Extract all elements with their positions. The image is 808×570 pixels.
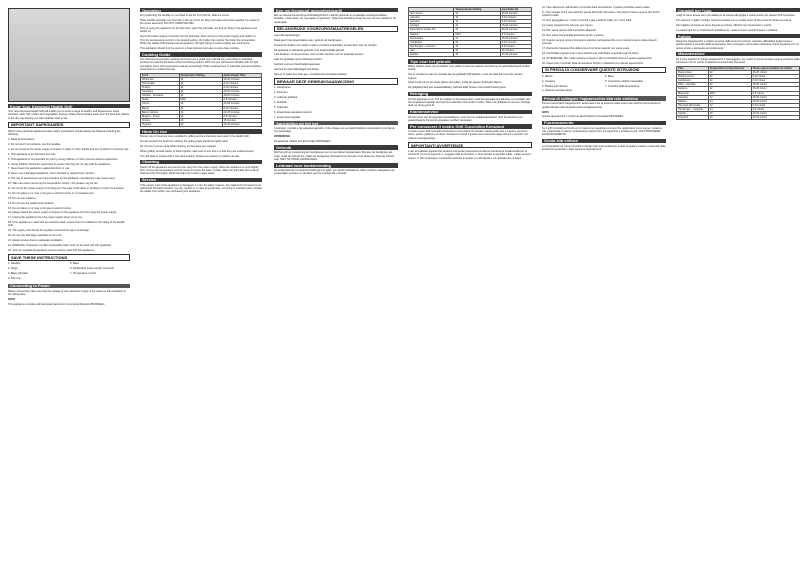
- parts-left: [8, 262, 68, 282]
- table-cell: 15 minuten: [500, 48, 531, 52]
- table-cell: 15-20 minuti: [751, 95, 799, 99]
- table-cell: 15-20 minutes: [222, 102, 261, 106]
- list-item: 3. Do not immerse the power supply connector in water or other liquids and do not allow it to become wet.: [8, 147, 130, 151]
- paragraph: Prior to using the appliance for the first time, wash the grill plate, dry and oil. Plug in the appliance and switch on.: [140, 27, 257, 34]
- part-item: 2. Hinge: [8, 267, 18, 271]
- list-item: Dit apparaat is uitsluitend geschikt voor huishoudelijk gebruik.: [274, 48, 345, 52]
- list-item: 13. Usare l'apparecchio solo per uso interno.: [542, 23, 594, 27]
- table-cell: 12: [708, 103, 751, 107]
- table-cell: Salame: [677, 99, 709, 103]
- table-cell: 18-20 minutes: [222, 94, 261, 98]
- dutch-guide-header: Leidraad voor kookbereiding: [274, 163, 398, 167]
- table-cell: 18-20 minuten: [500, 28, 531, 32]
- table-header-cell: Cibo: [677, 67, 709, 71]
- table-cell: 10-15 minutes: [222, 122, 261, 126]
- italian-connect-header: Prima di collegare l'apparecchio alla rete elettrica: [542, 96, 666, 100]
- table-cell: Prawns: [141, 86, 180, 90]
- table-cell: 6-10 minutes: [222, 106, 261, 110]
- table-cell: Pesce intero: [677, 71, 709, 75]
- part-item: 1. Manici: [542, 74, 553, 78]
- table-cell: 10-15 minuti: [751, 116, 799, 120]
- list-item: Raak geen hete oppervlakken aan, gebruik de handgrepen.: [274, 38, 343, 42]
- table-cell: 12: [454, 24, 500, 28]
- table-cell: 12: [179, 90, 222, 94]
- table-cell: 12: [708, 95, 751, 99]
- table-cell: 14: [179, 114, 222, 118]
- safeguards-list: [8, 138, 130, 252]
- part-item: 3. onderste grillplaat: [274, 96, 298, 100]
- part-item: 2. scharnier: [274, 91, 288, 95]
- list-item: 14. Non usare questo Grill Cucciolino all'aperto.: [542, 28, 597, 32]
- table-cell: 6-10 minutes: [222, 86, 261, 90]
- paragraph: Non tagliare né forare la carne durante la cottura, affinché non fuoriescano i succhi.: [676, 23, 772, 27]
- table-cell: Pollo - cosciotte: [677, 83, 709, 87]
- list-item: 15. Do not place on or near a hot gas or electric burner.: [8, 206, 72, 210]
- list-item: 9. The use of accessories not recommended by the appliance manufacturer may cause injury.: [8, 177, 116, 181]
- italian-parts-right: [605, 75, 666, 90]
- list-item: Laat het apparaat nooit onbeheerd achter.: [274, 58, 323, 62]
- table-cell: Bacon: [141, 106, 180, 110]
- paragraph: Insert the power supply connector into the grill plate. Now connect to the power supply and switch on. Turn the temperature control to the desired setting; the higher the number the hotter the temperature. When the Health Grill reaches the temperature, the light will go out and cooking can commence.: [140, 35, 257, 45]
- table-cell: Sausages: [141, 90, 180, 94]
- table-header-cell: Tempo approssimativo di cottura: [751, 67, 799, 71]
- paragraph: Per ottenere i migliori risultati, ricopra la piastra con un sottile strato di olio prima di iniziare la cottura.: [676, 18, 792, 22]
- table-cell: 6-8 minutes: [222, 114, 261, 118]
- list-item: 17. Unplug the appliance from the power supply when not in use.: [8, 216, 83, 220]
- italian-guide-text: Le temperature ed i tempi di cottura indicati sotto sono solamente a titolo di guida e variano a seconda delle preferenze personali e dello spessore degli alimenti.: [542, 144, 666, 151]
- table-cell: kippenborst zonder bot: [409, 28, 454, 32]
- table-cell: 6-10 minuti: [751, 79, 799, 83]
- table-cell: Bacon rashers: [141, 110, 180, 114]
- table-header-cell: Temperatura di impostazione: [708, 67, 751, 71]
- paragraph: Tender cuts of meat are more suitable for grilling and are therefore best used in the Health Grill.: [140, 135, 250, 138]
- italian-func-header: Funzionamento: [542, 121, 666, 125]
- list-item: 21. Always ensure there is adequate ventilation.: [8, 239, 63, 243]
- column-dutch-1: [274, 6, 398, 566]
- table-cell: 12: [179, 81, 222, 85]
- italian-header: Per conoscere il vostro Grill Cucciolino Kenwood: [408, 124, 532, 128]
- table-cell: 12: [179, 110, 222, 114]
- part-item: 4. druipbak: [274, 100, 287, 104]
- table-cell: Pancetta affumicata: [677, 103, 709, 107]
- list-item: Gebruik de gezondheidsgrill niet buiten.: [274, 68, 320, 72]
- table-cell: 12: [454, 16, 500, 20]
- table-cell: 15-20 minuten: [500, 24, 531, 28]
- table-cell: 12: [454, 28, 500, 32]
- table-cell: Steak: [141, 98, 180, 102]
- italian-pulizia-text: Spegnere l'apparecchio e togliere la spina dalla presa di corrente. Lasciare raffreddare leggermente e quindi togliere il controllo della temperatura. Non immergere mai la base nell'acqua. Pulire la piastra con un panno umido e asciugare accuratamente.: [676, 39, 799, 50]
- table-cell: 15-20 minuten: [500, 36, 531, 40]
- part-item: 6. Detachable power supply connector: [70, 267, 115, 271]
- table-cell: 6-10 minutes: [222, 81, 261, 85]
- italian-note-label: NOTA: [542, 110, 550, 114]
- table-cell: 10: [454, 53, 500, 57]
- part-item: 4. Vassoio raccogli-grasso: [542, 89, 573, 93]
- italian-manut-header: Manutenzione: [676, 52, 800, 56]
- table-cell: Cotolette: [677, 95, 709, 99]
- note-text: This appliance complies with European Economic Community Directive 89/336/EEC.: [8, 302, 106, 306]
- table-header-cell: Temperature Setting: [179, 73, 222, 77]
- table-row: [409, 53, 532, 57]
- table-cell: hele vissen: [409, 12, 454, 16]
- dutch-connect-text: Controleer, voordat u het apparaat aansluit, of de voltage van uw elektriciteitsnet overeenkomt met dat op het typeplaatje.: [274, 126, 395, 134]
- paragraph: Place handle vertically over the hole in the top of the lid. Align the holes and screw together by means of the screw assembly. DO NOT OVERTIGHTEN.: [140, 18, 260, 26]
- paragraph: Om te voorkomen dat het voedsel aan de grillplaat blijft plakken, moet de plaat licht met olie worden ingevet.: [408, 73, 523, 80]
- italian-cooking-table: [676, 66, 800, 120]
- list-item: 16. Inserite sempre prima il connettore elettrico nell'apparecchio e poi inserite la spina nella presa di corrente.: [542, 38, 657, 45]
- table-cell: 12: [708, 79, 751, 83]
- table-cell: Bistecche: [677, 91, 709, 95]
- table-cell: uien: [409, 48, 454, 52]
- hints-header: Hints On Use: [140, 129, 262, 133]
- table-cell: Hamburger - congelati: [677, 107, 709, 111]
- parts-list: [8, 262, 130, 282]
- table-cell: 15 minutes: [222, 118, 261, 122]
- table-cell: biefstuk: [409, 32, 454, 36]
- table-cell: 10: [179, 122, 222, 126]
- italian-parts-left: [542, 75, 603, 95]
- column-english-2: [140, 6, 262, 566]
- table-cell: 6-10 minuten: [500, 16, 531, 20]
- dutch-tips-text: [408, 65, 532, 90]
- paragraph: This appliance should only be used on a heat resistant and easy to wipe clean surface.: [140, 46, 240, 50]
- dutch-cleaning-header: Reiniging: [408, 92, 532, 96]
- list-item: 20. Do not use with large quantities of oil or fat.: [8, 234, 63, 238]
- list-item: 8. Never use a damaged appliance. Get it checked or repaired see 'service'.: [8, 172, 96, 176]
- table-cell: 12: [454, 36, 500, 40]
- table-cell: 14: [708, 99, 751, 103]
- dutch-safety-list: [274, 34, 398, 76]
- list-item: 11. Do not let the power supply cord hang over the edge of the table or worktop or touch hot surfaces.: [8, 186, 125, 190]
- dutch-note-text: Dit apparaat voldoet aan EG-richtlijn 89/336/EEG.: [274, 139, 332, 143]
- table-cell: 12: [179, 77, 222, 81]
- cooking-table: [140, 73, 262, 127]
- list-item: 12. Do not place on or near a hot gas or electric burner or in a heated oven.: [8, 191, 95, 195]
- italian-guide-header: Guida alla cottura: [542, 139, 666, 143]
- list-item: Gebruik nooit een beschadigd apparaat.: [274, 63, 321, 67]
- parts-right: [70, 262, 130, 277]
- dutch-service-text: Als het snoer van dit apparaat beschadigd is, moet het om veiligheidsredenen door Kenwood of een geautoriseerde Kenwood-reparateur worden vervangen.: [408, 115, 523, 122]
- connect-text: Before connecting make sure that the voltage of your electricity supply is the same as that indicated on the rating plate.: [8, 289, 126, 297]
- table-cell: hamburgers - bevroren: [409, 44, 454, 48]
- dutch-cleaning-text: Zet het apparaat uit en trek de stekker uit het stopcontact. Laat het apparaat iets afkoelen en verwijder dan de temperatuurregelaar. Dompel het onderstel nooit onder in water. Neem de grillplaat af met een vochtige doek en droog goed af.: [408, 97, 531, 108]
- list-item: Laat kinderen of niet-personen nooit zonder toezicht met het apparaat werken.: [274, 53, 364, 57]
- list-item: 17. Disinserite l'apparecchio dalla presa di corrente quando non viene usato.: [542, 46, 630, 50]
- cleaning-header: Cleaning: [140, 160, 262, 164]
- service-text: If the supply cord of this appliance is damaged, it must, for safety reasons, be replaced by Kenwood or an authorised Kenwood repairer. For any repairs or in case of guarantees, servicing or selected parts, contact the dealer from which you purchased your appliance.: [140, 183, 262, 194]
- table-header-cell: Temperatuurinstelling: [454, 8, 500, 12]
- table-header-cell: Geschatte tijd: [500, 8, 531, 12]
- table-cell: 10: [454, 48, 500, 52]
- dutch-usage-text: Wat het grill op verwarming als handgrepen niet op het deksel vastgemaakt. Monteer de handgreep als volgt: maak de schroef los, plaats de handgreep verticaal boven het gat in het deksel en draai de schroef vast. NIET TE STRAK AANDRAAIEN.: [274, 151, 395, 161]
- table-cell: Peppers: [141, 122, 180, 126]
- table-cell: MAX: [179, 98, 222, 102]
- italian-tips-header: Consigli per l'uso: [676, 8, 800, 12]
- table-cell: garnalen: [409, 20, 454, 24]
- italian-pulizia-header: Pulizia: [676, 34, 800, 38]
- table-cell: 12: [179, 102, 222, 106]
- list-item: 11. Non lasciate che il cavo elettrico penda dal bordo del tavolo o del piano di lavoro oppure che tocchi superfici calde.: [542, 10, 660, 18]
- dutch-service-header: Klantenservice: [408, 110, 532, 114]
- table-cell: Burgers - frozen: [141, 114, 180, 118]
- italian-save-header: SI PREGA DI CONSERVARE QUESTE ISTRUZIONI: [542, 67, 666, 73]
- table-cell: MAX: [454, 32, 500, 36]
- list-item: 6. Young children should be supervised to ensure that they do not play with the appliance.: [8, 162, 111, 166]
- table-cell: Onions: [141, 118, 180, 122]
- table-cell: 20-25 minuti: [751, 99, 799, 103]
- table-cell: 6-10 minuti: [751, 103, 799, 107]
- table-cell: 6-9 minuten: [500, 32, 531, 36]
- part-item: 3. Base grill plate: [8, 272, 28, 275]
- list-item: 13. Do not use outdoors.: [8, 196, 37, 200]
- table-cell: 15-20 minuten: [500, 12, 531, 16]
- italian-warnings-list: [542, 6, 666, 65]
- list-item: 15. Non usate mai quantità eccessive di olio o grasso.: [542, 33, 604, 37]
- list-item: 19. The supply cord should be regularly examined for signs of damage.: [8, 229, 90, 233]
- cooking-text: The following temperature settings and times are a guide only and will vary according to individual preferences and the thickness of the food being cooked. With use you will become familiar with the grill and adjust times and temperature settings accordingly. When cooking food, in particular pork and chicken, check that it is cooked through.: [140, 58, 262, 71]
- dutch-header: Ken uw Kenwood gezondheidsgrill: [274, 8, 398, 12]
- italian-parts: [542, 75, 666, 95]
- dutch-safety-header: BELANGRIJKE VOORZORGSMAATREGELEN: [274, 26, 398, 32]
- dutch-tips-header: Tips voor het gebruik: [408, 59, 532, 63]
- table-cell: 12: [179, 94, 222, 98]
- italian-tips-text: [676, 14, 800, 32]
- table-cell: 6-9 minuti: [751, 91, 799, 95]
- paragraph: I tagli di carne tenera sono più adatti per la cottura alla griglia e quindi anche per questo Grill Cucciolino.: [676, 13, 796, 17]
- list-item: 18. If the appliance is used with an extension lead, ensure that it is suitable for the rating of the Health Grill.: [8, 221, 125, 228]
- table-cell: Whole fish: [141, 77, 180, 81]
- table-cell: 10: [708, 116, 751, 120]
- table-cell: 6-8 minuten: [500, 44, 531, 48]
- italian-connect-text: Prima di accendere l'apparecchio, assicuratevi che la tensione della vostra rete elettrica sia la stessa di quella indicata sulla targhetta posta sull'apparecchio.: [542, 102, 661, 109]
- dutch-intro: Met uw nieuwe Kenwood gezondheidsgrill kunt u allerlei gezonde en smakelijke voedingsmiddelen bereiden, zoals vlees, vis, gevogelte en groenten. Tijdens de bereiding druipt het vet van het voedsel in de opvangbak.: [274, 13, 396, 24]
- operation-text: [140, 14, 262, 50]
- table-cell: 6-8 minuti: [751, 107, 799, 111]
- paragraph: For positioning the handle it is not fitted to the lid. To fit the lid, slide the screw.: [140, 13, 230, 17]
- table-cell: 12: [454, 12, 500, 16]
- paragraph: To help prevent the food from sticking the grilling plate should be lightly oiled.: [140, 139, 229, 143]
- dutch-usage-header: Gebruik: [274, 145, 398, 149]
- table-cell: 6-10 minuten: [500, 40, 531, 44]
- italian-func-text: Se il grill Cucciolino è fornito con il manico non applicato al coperchio, applicatelo come segue: svitate la vite, posizionate il manico verticalmente sopra il foro sul coperchio e avvitate la vite. NON STRINGERE ECCESSIVAMENTE.: [542, 126, 662, 137]
- cooking-header: Cooking Guide: [140, 52, 262, 56]
- table-cell: Chicken - boneless: [141, 94, 180, 98]
- table-cell: 12: [454, 20, 500, 24]
- note-label: NOTE: [8, 297, 16, 301]
- table-cell: 6-10 minuti: [751, 75, 799, 79]
- list-item: 10. Take care when removing the temperature control - the grease may be hot.: [8, 182, 99, 186]
- list-item: Lees alle aanwijzingen.: [274, 33, 301, 37]
- table-cell: 12: [708, 75, 751, 79]
- table-cell: karbonades: [409, 36, 454, 40]
- table-cell: Gamberetti: [677, 79, 709, 83]
- part-item: 1. handgrepen: [274, 86, 291, 90]
- operation-header: Operation: [140, 8, 262, 12]
- table-cell: 15-20 minuti: [751, 71, 799, 75]
- safeguards-header: IMPORTANT SAFEGUARDS: [8, 122, 130, 128]
- list-item: 22. WARNING: Charcoal or similar combustible fuels must not be used with this appliance.: [8, 244, 112, 248]
- list-item: 4. This appliance is for domestic use only.: [8, 152, 56, 156]
- part-item: 1. Handles: [8, 262, 21, 266]
- intro-text: Your new Kenwood Health Grill will enable you to cook a range of healthy and flavoursome foods including meat, fish, poultry and vegetables. During cooking the fat drains away from the food and collects in the drip tray leaving you with healthier food to eat.: [8, 109, 130, 120]
- table-cell: 12: [179, 86, 222, 90]
- part-item: 7. Temperature control: [70, 272, 96, 275]
- table-row: [677, 116, 800, 120]
- part-item: 2. Cerniera: [542, 79, 555, 83]
- dutch-guide-text: De onderstaande temperatuurinstellingen en tijden zijn slechts leidraad en zullen variëren naargelang uw persoonlijke voorkeur en de dikte van het voedsel dat u bereidt.: [274, 169, 395, 176]
- list-item: 23. Only the supplied temperature control must be used with this appliance.: [8, 248, 95, 252]
- table-cell: Chops: [141, 102, 180, 106]
- list-item: 18. Controllate regolarmente il cavo elettrico per individuare eventuali segni di danni.: [542, 51, 640, 55]
- paragraph: The grill plate is coated with a non-stick coating. Always use wooden or plastic utensils.: [140, 154, 240, 158]
- dutch-parts-list: [274, 86, 398, 119]
- save-header: SAVE THESE INSTRUCTIONS: [8, 254, 130, 260]
- italian-note-text: Questo apparecchio è conforme alla Direttiva Comunitaria 89/336/EEC.: [542, 115, 625, 119]
- table-cell: Fish steaks: [141, 81, 180, 85]
- table-cell: Filetti di pesce: [677, 75, 709, 79]
- table-cell: Salsicce: [677, 87, 709, 91]
- table-header-cell: Food: [141, 73, 180, 77]
- dutch-note-label: OPMERKING: [274, 135, 290, 139]
- column-italian-2: [676, 6, 800, 566]
- italian-warnings-header: IMPORTANTI AVVERTENZE: [408, 142, 532, 148]
- paragraph: When grilling several pieces of food together, take care to turn them so that they are cooked evenly.: [140, 149, 255, 153]
- table-cell: 15-20 minuti: [751, 87, 799, 91]
- paragraph: De grillplaat heeft een antiaanbaklaag. Gebruik altijd houten of kunststof keukengerei.: [408, 86, 507, 90]
- safeguards-intro: When using electrical appliances basic safety precautions should always be followed including the following:: [8, 129, 121, 137]
- table-cell: 10: [179, 118, 222, 122]
- table-cell: 6-9 minutes: [222, 98, 261, 102]
- list-item: Niet op of naast een hete gas- of elektrische kookplaat plaatsen.: [274, 72, 348, 76]
- italian-warnings-text: L'uso di qualsiasi apparecchio elettrico comporta l'osservanza di alcune precauzioni fondamentali per la sicurezza, fra cui le seguenti: 1. Leggete tutte le istruzioni. 2. Non toccate le superfici calde - usate sempre i manici. 3. Non immergete il connettore elettrico in acqua o in altri liquidi e non lasciate che si bagni.: [408, 149, 532, 160]
- part-item: 5. Base: [605, 74, 614, 78]
- table-cell: 10-15 minuti: [751, 112, 799, 116]
- table-cell: ontbijtspek: [409, 40, 454, 44]
- list-item: 2. Do not touch hot surfaces, use the handles.: [8, 142, 61, 146]
- part-item: 6. Connettore elettrico staccabile: [605, 79, 643, 83]
- table-cell: 12: [708, 87, 751, 91]
- table-header-cell: Approximate Time: [222, 73, 261, 77]
- table-row: [141, 122, 262, 126]
- list-item: 16. Always attach the power supply connector to the appliance first then plug the power supply.: [8, 211, 117, 215]
- connect-header: Connecting to Power: [8, 284, 130, 288]
- dutch-connect-header: Aansluiting op het net: [274, 121, 398, 125]
- italian-manut-text: Se il cavo elettrico di questo apparecchio è danneggiato, per motivi di sicurezza deve essere sostituito dalla Kenwood o da un centro di assistenza autorizzato Kenwood.: [676, 57, 800, 65]
- part-item: 5. onderstel: [274, 105, 288, 109]
- paragraph: Malse stukken vlees zijn geschikter voor grillen en kunnen daarom het best op de gezondheidsgrill worden bereid.: [408, 65, 531, 72]
- paragraph: Snijd of prik niet in het vlees tijdens het grillen, zodat de sappen behouden blijven.: [408, 81, 503, 85]
- part-item: 7. temperatuurregelaar: [274, 115, 301, 119]
- dutch-cooking-table: [408, 7, 532, 57]
- hints-text: [140, 135, 262, 158]
- list-item: 19. ATTENZIONE: Non usate carbone di legna o altri combustibili simili con questo apparecchio.: [542, 56, 653, 60]
- table-cell: 6-10 minuten: [500, 20, 531, 24]
- section-header: Know Your Kenwood Health Grill: [8, 104, 130, 108]
- table-cell: 12: [708, 71, 751, 75]
- dutch-save-header: BEWAAR DEZE GEBRUIKSAANWIJZING: [274, 78, 398, 84]
- part-item: 3. Piastra grill inferiore: [542, 84, 568, 88]
- table-cell: worstjes: [409, 24, 454, 28]
- table-cell: paprika: [409, 53, 454, 57]
- column-dutch-2: [408, 6, 532, 566]
- list-item: 7. Never leave the appliance unattended when in use.: [8, 167, 70, 171]
- service-header: Service: [140, 178, 262, 182]
- table-cell: Cipolle: [677, 112, 709, 116]
- paragraph: La piastra grill ha un rivestimento antiaderente. Usate sempre utensili di legno o plastica.: [676, 28, 778, 32]
- table-cell: 15-20 minutes: [222, 90, 261, 94]
- table-cell: vismoten: [409, 16, 454, 20]
- list-item: 20. Usare solo il controllo della temperatura fornito in dotazione con questo apparecchio.: [542, 61, 644, 65]
- part-item: 6. afneembare aansluitconnector: [274, 110, 312, 114]
- cleaning-text: Switch off the appliance and remove the plug from the power supply. Allow the appliance to cool slightly then remove the temperature control. Never immerse the base in water. Wipe the grill plate with a damp cloth and dry thoroughly. Wash the drip tray in warm soapy water.: [140, 165, 259, 176]
- list-item: Dompel de stekker niet onder in water of andere vloeistoffen en laat deze niet nat worden.: [274, 43, 378, 47]
- list-item: 5. This appliance is not intended for use by young children or infirm persons without supervision.: [8, 157, 119, 161]
- part-item: 5. Base: [70, 262, 79, 266]
- table-cell: 14: [454, 44, 500, 48]
- list-item: 14. Do not use the Health Grill outdoors.: [8, 201, 55, 205]
- table-cell: 10-15 minuten: [500, 53, 531, 57]
- part-item: 4. Drip tray: [8, 276, 21, 280]
- list-item: 12. Non appoggiate su o vicino a fornelli a gas o elettrici caldi, né in forni caldi.: [542, 19, 632, 23]
- table-cell: 12: [179, 106, 222, 110]
- table-cell: 15-20 minuti: [751, 83, 799, 87]
- table-cell: Peperoni: [677, 116, 709, 120]
- table-cell: 12: [454, 40, 500, 44]
- grill-photo: [8, 8, 130, 102]
- table-cell: 14: [708, 107, 751, 111]
- column-italian-1: [542, 6, 666, 566]
- column-english-1: [8, 6, 130, 566]
- table-cell: 10: [708, 112, 751, 116]
- table-cell: 15-20 minutes: [222, 77, 261, 81]
- table-cell: 10-15 minutes: [222, 110, 261, 114]
- list-item: 1. Read all instructions.: [8, 138, 35, 142]
- list-item: 10. Fare attenzione nell'estrarre il controllo della temperatura: il grasso potrebbe essere caldo.: [542, 6, 651, 9]
- paragraph: Do not cut or pierce meat while cooking, so the juices are retained.: [140, 144, 217, 148]
- italian-intro: Il vostro nuovo Grill Cucciolino Kenwood vi permetterà di cucinare svariati piatti sani e saporiti, compresi carne, pesce, pollame e verdure. Durante la cottura il grasso viene eliminato dagli alimenti e raccolto nel vassoio raccogli-grasso.: [408, 130, 528, 140]
- table-cell: 12: [708, 83, 751, 87]
- table-cell: MAX: [708, 91, 751, 95]
- part-item: 7. Controllo della temperatura: [605, 84, 640, 88]
